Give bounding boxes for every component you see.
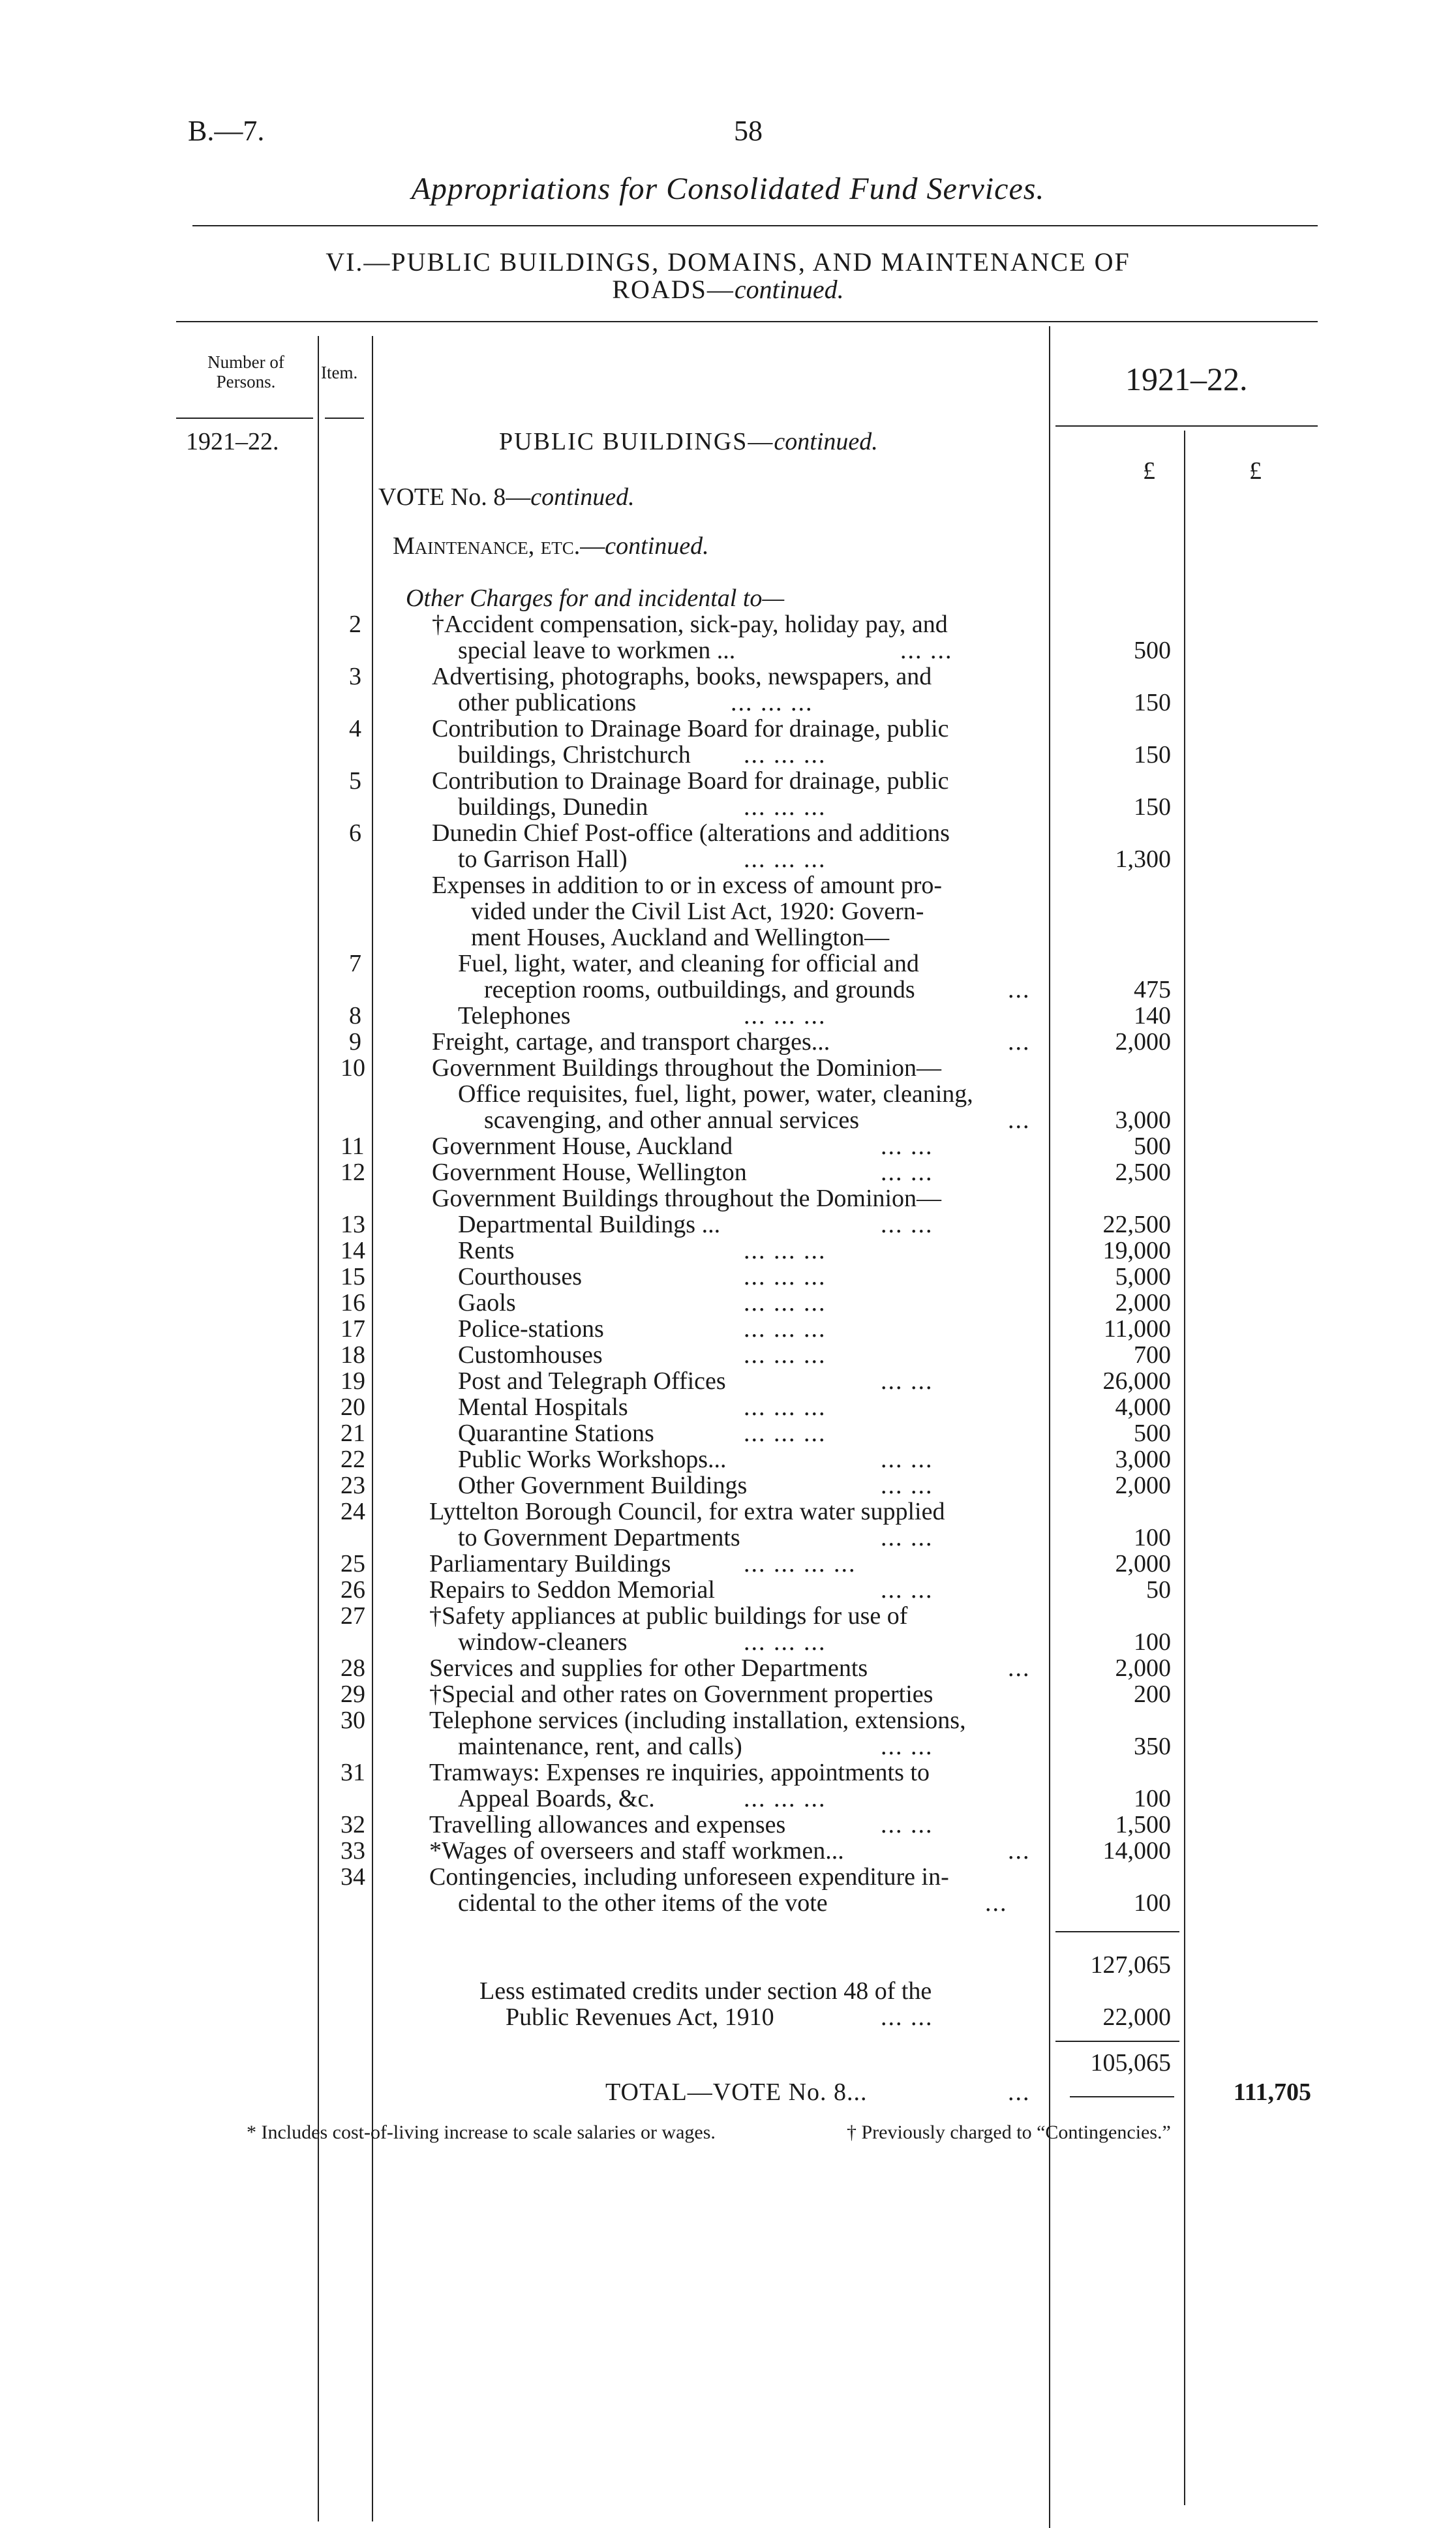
item-label: Repairs to Seddon Memorial [429,1576,715,1604]
item-amount: 3,000 [1115,1446,1171,1473]
leader-dots: ... ... ... [744,741,827,769]
leader-dots: ... ... ... [744,1002,827,1029]
item-amount: 50 [1146,1576,1171,1604]
item-amount: 100 [1134,1628,1171,1656]
leader-dots: ... ... [881,1133,933,1160]
item-label: Contribution to Drainage Board for drainage, public [432,767,949,795]
item-amount: 2,000 [1115,1472,1171,1499]
leader-dots: ... ... ... [744,1341,827,1369]
column-header-persons: Number of Persons. [207,352,284,391]
item-number: 8 [349,1002,361,1029]
civil-list-heading: Expenses in addition to or in excess of amount pro- [432,872,943,899]
item-number: 18 [341,1341,365,1369]
item-label: Lyttelton Borough Council, for extra water supplied [429,1498,945,1525]
column-divider-total [1184,431,1185,2505]
leader-dots: ... ... ... [744,1785,827,1812]
page-number: 58 [734,115,763,147]
item-amount: 500 [1134,637,1171,664]
item-amount: 2,000 [1115,1550,1171,1577]
item-amount: 5,000 [1115,1263,1171,1290]
item-label: Travelling allowances and expenses [429,1811,786,1838]
item-amount: 500 [1134,1420,1171,1447]
other-charges-heading: Other Charges for and incidental to— [406,585,785,612]
item-amount: 140 [1134,1002,1171,1029]
leader-dots: ... ... ... [744,1420,827,1447]
item-number: 26 [341,1576,365,1604]
item-label: Contribution to Drainage Board for drainage, public [432,715,949,742]
item-number: 7 [349,950,361,977]
item-amount: 3,000 [1115,1106,1171,1134]
item-label: †Safety appliances at public buildings for use of [429,1602,908,1630]
item-number: 2 [349,611,361,638]
item-number: 32 [341,1811,365,1838]
item-number: 4 [349,715,361,742]
item-label: Telephone services (including installation, extensions, [429,1707,966,1734]
item-amount: 150 [1134,741,1171,769]
item-amount: 100 [1134,1889,1171,1917]
item-amount: 200 [1134,1681,1171,1708]
subtotal-rule [1055,1931,1179,1932]
item-number: 33 [341,1837,365,1865]
less-credits-amount: 22,000 [1102,2003,1171,2031]
item-amount: 100 [1134,1524,1171,1551]
item-label: scavenging, and other annual services [484,1106,860,1134]
item-label: Police-stations [458,1315,604,1343]
leader-dots: ... ... ... [744,1628,827,1656]
leader-dots: ... ... ... ... [744,1550,857,1577]
leader-dots: ... ... ... [744,1315,827,1343]
currency-symbol-total: £ [1249,457,1262,485]
vote-heading: VOTE No. 8—continued. [378,483,635,511]
item-label: Government House, Auckland [432,1133,733,1160]
item-amount: 11,000 [1103,1315,1171,1343]
leader-dots: ... ... [881,1472,933,1499]
item-amount: 2,000 [1115,1289,1171,1317]
item-label: other publications [458,689,637,716]
item-label: Office requisites, fuel, light, power, water, cleaning, [458,1080,973,1108]
item-number: 11 [341,1133,365,1160]
leader-dots: ... ... [881,1211,933,1238]
item-amount: 1,300 [1115,845,1171,873]
leader-dots: ... ... [881,1367,933,1395]
item-label: buildings, Dunedin [458,793,648,821]
item-number: 9 [349,1028,361,1056]
group-heading: Government Buildings throughout the Dominion— [432,1054,942,1082]
item-number: 3 [349,663,361,690]
leader-dots: ... [985,1889,1008,1917]
currency-symbol-items: £ [1143,457,1155,485]
item-number: 22 [341,1446,365,1473]
item-amount: 22,500 [1102,1211,1171,1238]
item-label: Rents [458,1237,515,1264]
item-amount: 2,500 [1115,1159,1171,1186]
item-number: 5 [349,767,361,795]
item-amount: 19,000 [1102,1237,1171,1264]
item-number: 34 [341,1863,365,1891]
item-label: Advertising, photographs, books, newspapers, and [432,663,932,690]
leader-dots: ... ... ... [744,845,827,873]
item-number: 24 [341,1498,365,1525]
leader-dots: ... [1008,976,1031,1003]
item-label: Government House, Wellington [432,1159,747,1186]
item-number: 12 [341,1159,365,1186]
footnote-dagger: † Previously charged to “Contingencies.” [847,2122,1171,2143]
table-top-rule [176,321,1318,322]
item-label: special leave to workmen ... [458,637,736,664]
column-divider-item [372,336,373,2521]
leader-dots: ... ... [881,1524,933,1551]
item-amount: 350 [1134,1733,1171,1760]
maintenance-heading: Maintenance, etc.—continued. [393,532,709,560]
item-label: Tramways: Expenses re inquiries, appointments to [429,1759,930,1786]
item-label: maintenance, rent, and calls) [458,1733,742,1760]
page-reference: B.—7. [188,115,265,147]
item-label: Mental Hospitals [458,1393,628,1421]
item-amount: 150 [1134,689,1171,716]
item-label: reception rooms, outbuildings, and grounds [484,976,915,1003]
page-title: Appropriations for Consolidated Fund Services. [411,172,1045,206]
item-label: Contingencies, including unforeseen expenditure in- [429,1863,949,1891]
leader-dots: ... ... [881,1446,933,1473]
item-number: 25 [341,1550,365,1577]
item-number: 27 [341,1602,365,1630]
total-label: TOTAL—VOTE No. 8... [605,2079,868,2106]
item-label: Freight, cartage, and transport charges... [432,1028,830,1056]
item-number: 10 [341,1054,365,1082]
item-amount: 100 [1134,1785,1171,1812]
item-amount: 475 [1134,976,1171,1003]
item-amount: 4,000 [1115,1393,1171,1421]
less-credits-label: Less estimated credits under section 48 of the [479,1977,932,2005]
net-amount: 105,065 [1090,2049,1171,2077]
leader-dots: ... ... [900,637,953,664]
public-buildings-heading: PUBLIC BUILDINGS—continued. [499,428,878,455]
item-label: Parliamentary Buildings [429,1550,671,1577]
leader-dots: ... ... [881,1159,933,1186]
total-amount: 111,705 [1233,2079,1311,2106]
item-number: 20 [341,1393,365,1421]
item-number: 21 [341,1420,365,1447]
item-number: 6 [349,819,361,847]
column-divider-amount [1049,326,1050,2528]
item-label: cidental to the other items of the vote [458,1889,828,1917]
column-divider-persons [318,336,319,2521]
section-title: VI.—PUBLIC BUILDINGS, DOMAINS, AND MAINTENANCE OF [326,247,1130,277]
total-rule [1070,2096,1174,2097]
item-label: to Garrison Hall) [458,845,628,873]
civil-list-heading: ment Houses, Auckland and Wellington— [471,924,890,951]
leader-dots: ... [1008,1028,1031,1056]
leader-dots: ... ... [881,1576,933,1604]
item-label: Other Government Buildings [458,1472,748,1499]
item-amount: 150 [1134,793,1171,821]
item-number: 23 [341,1472,365,1499]
item-amount: 700 [1134,1341,1171,1369]
item-number: 28 [341,1654,365,1682]
group-heading: Government Buildings throughout the Dominion— [432,1185,942,1212]
item-label: Dunedin Chief Post-office (alterations and additions [432,819,950,847]
leader-dots: ... ... ... [731,689,813,716]
item-number: 29 [341,1681,365,1708]
item-label: *Wages of overseers and staff workmen... [429,1837,844,1865]
subtotal-amount: 127,065 [1090,1951,1171,1979]
header-rule-amount [1055,425,1318,427]
item-amount: 2,000 [1115,1654,1171,1682]
item-label: Services and supplies for other Departments [429,1654,868,1682]
net-rule [1055,2041,1179,2042]
item-amount: 14,000 [1102,1837,1171,1865]
item-number: 13 [341,1211,365,1238]
item-number: 30 [341,1707,365,1734]
item-label: Quarantine Stations [458,1420,654,1447]
item-number: 31 [341,1759,365,1786]
less-credits-label: Public Revenues Act, 1910 [506,2003,774,2031]
leader-dots: ... ... ... [744,1289,827,1317]
item-number: 17 [341,1315,365,1343]
column-header-item: Item. [321,363,358,382]
item-label: to Government Departments [458,1524,740,1551]
header-rule-item [325,418,364,419]
leader-dots: ... [1008,1106,1031,1134]
leader-dots: ... ... [881,1811,933,1838]
leader-dots: ... ... ... [744,1393,827,1421]
leader-dots: ... [1008,1654,1031,1682]
item-label: window-cleaners [458,1628,628,1656]
leader-dots: ... ... [881,2003,933,2031]
item-label: Public Works Workshops... [458,1446,727,1473]
item-number: 14 [341,1237,365,1264]
item-number: 15 [341,1263,365,1290]
item-label: †Accident compensation, sick-pay, holiday pay, and [432,611,948,638]
item-label: Telephones [458,1002,571,1029]
column-header-year: 1921–22. [1125,361,1248,397]
header-rule-persons [176,418,313,419]
leader-dots: ... ... [881,1733,933,1760]
item-label: Post and Telegraph Offices [458,1367,726,1395]
leader-dots: ... ... ... [744,1263,827,1290]
item-label: Departmental Buildings ... [458,1211,721,1238]
item-number: 16 [341,1289,365,1317]
item-amount: 2,000 [1115,1028,1171,1056]
item-label: Appeal Boards, &c. [458,1785,655,1812]
item-label: †Special and other rates on Government properties [429,1681,933,1708]
item-number: 19 [341,1367,365,1395]
leader-dots: ... [1008,1837,1031,1865]
item-label: Customhouses [458,1341,603,1369]
civil-list-heading: vided under the Civil List Act, 1920: Govern- [471,898,924,925]
item-label: Courthouses [458,1263,582,1290]
footnote-star: * Includes cost-of-living increase to scale salaries or wages. [247,2122,716,2143]
item-amount: 26,000 [1102,1367,1171,1395]
item-label: Gaols [458,1289,516,1317]
section-title-continued: ROADS—continued. [612,275,844,304]
item-label: buildings, Christchurch [458,741,691,769]
title-rule [192,225,1318,226]
item-amount: 500 [1134,1133,1171,1160]
item-amount: 1,500 [1115,1811,1171,1838]
item-label: Fuel, light, water, and cleaning for official and [458,950,919,977]
leader-dots: ... [1008,2079,1031,2106]
persons-year: 1921–22. [186,428,279,455]
leader-dots: ... ... ... [744,1237,827,1264]
leader-dots: ... ... ... [744,793,827,821]
